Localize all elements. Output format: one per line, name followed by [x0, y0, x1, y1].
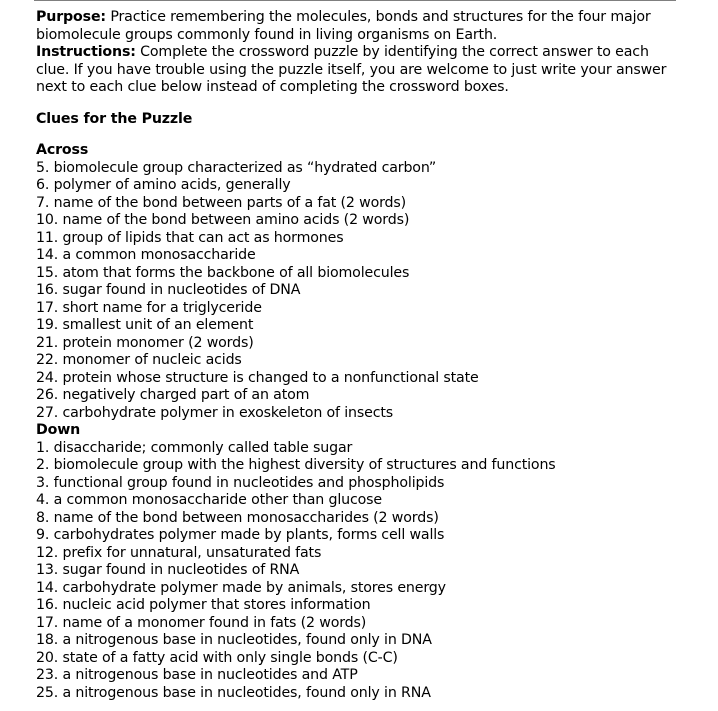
across-clue: 10. name of the bond between amino acids (2 words) [36, 212, 410, 228]
across-clue: 14. a common monosaccharide [36, 247, 256, 263]
across-clue: 24. protein whose structure is changed to a nonfunctional state [36, 369, 479, 386]
across-clue: 6. polymer of amino acids, generally [36, 177, 291, 193]
down-clue: 1. disaccharide; commonly called table sugar [36, 439, 353, 456]
purpose-text: Practice remembering the molecules, bonds and structures for the four major biomolecule groups commonly found in living organisms on Earth. [36, 9, 651, 43]
instructions-text: Complete the crossword puzzle by identifying the correct answer to each clue. If you have trouble using the puzzle itself, you are welcome to just write your answer next to each clue below instead of completing the crossword boxes. [36, 44, 667, 95]
down-clue: 8. name of the bond between monosaccharides (2 words) [36, 509, 439, 526]
down-clue: 17. name of a monomer found in fats (2 words) [36, 614, 367, 631]
across-clue: 19. smallest unit of an element [36, 317, 254, 333]
top-divider [34, 0, 676, 1]
down-clue: 13. sugar found in nucleotides of RNA [36, 562, 300, 578]
across-clue: 22. monomer of nucleic acids [36, 352, 242, 368]
purpose-label: Purpose: [36, 9, 106, 25]
down-clue: 14. carbohydrate polymer made by animals, stores energy [36, 579, 446, 596]
worksheet-content [36, 9, 686, 702]
instructions-paragraph [36, 44, 686, 97]
across-clue: 21. protein monomer (2 words) [36, 334, 254, 351]
down-clue: 9. carbohydrates polymer made by plants, forms cell walls [36, 527, 445, 543]
down-clue: 3. functional group found in nucleotides and phospholipids [36, 474, 445, 491]
down-clue-list [36, 440, 686, 703]
down-clue: 18. a nitrogenous base in nucleotides, found only in DNA [36, 632, 432, 648]
down-heading: Down [36, 422, 81, 438]
across-heading: Across [36, 142, 89, 158]
down-clue: 2. biomolecule group with the highest diversity of structures and functions [36, 457, 556, 473]
clues-heading: Clues for the Puzzle [36, 110, 193, 127]
across-clue: 16. sugar found in nucleotides of DNA [36, 282, 301, 298]
across-clue: 5. biomolecule group characterized as “hydrated carbon” [36, 159, 437, 176]
across-clue: 15. atom that forms the backbone of all biomolecules [36, 264, 410, 281]
across-clue-list [36, 160, 686, 423]
down-clue: 16. nucleic acid polymer that stores information [36, 597, 371, 613]
down-clue: 25. a nitrogenous base in nucleotides, found only in RNA [36, 684, 431, 701]
across-clue: 17. short name for a triglyceride [36, 299, 262, 316]
instructions-label: Instructions: [36, 44, 136, 60]
down-clue: 23. a nitrogenous base in nucleotides and ATP [36, 667, 358, 683]
across-clue: 27. carbohydrate polymer in exoskeleton of insects [36, 404, 394, 421]
down-clue: 12. prefix for unnatural, unsaturated fats [36, 544, 322, 561]
purpose-paragraph [36, 9, 686, 44]
down-clue: 20. state of a fatty acid with only single bonds (C-C) [36, 649, 398, 666]
across-clue: 11. group of lipids that can act as hormones [36, 229, 344, 246]
down-clue: 4. a common monosaccharide other than glucose [36, 492, 382, 508]
across-clue: 7. name of the bond between parts of a fat (2 words) [36, 194, 407, 211]
across-clue: 26. negatively charged part of an atom [36, 387, 310, 403]
